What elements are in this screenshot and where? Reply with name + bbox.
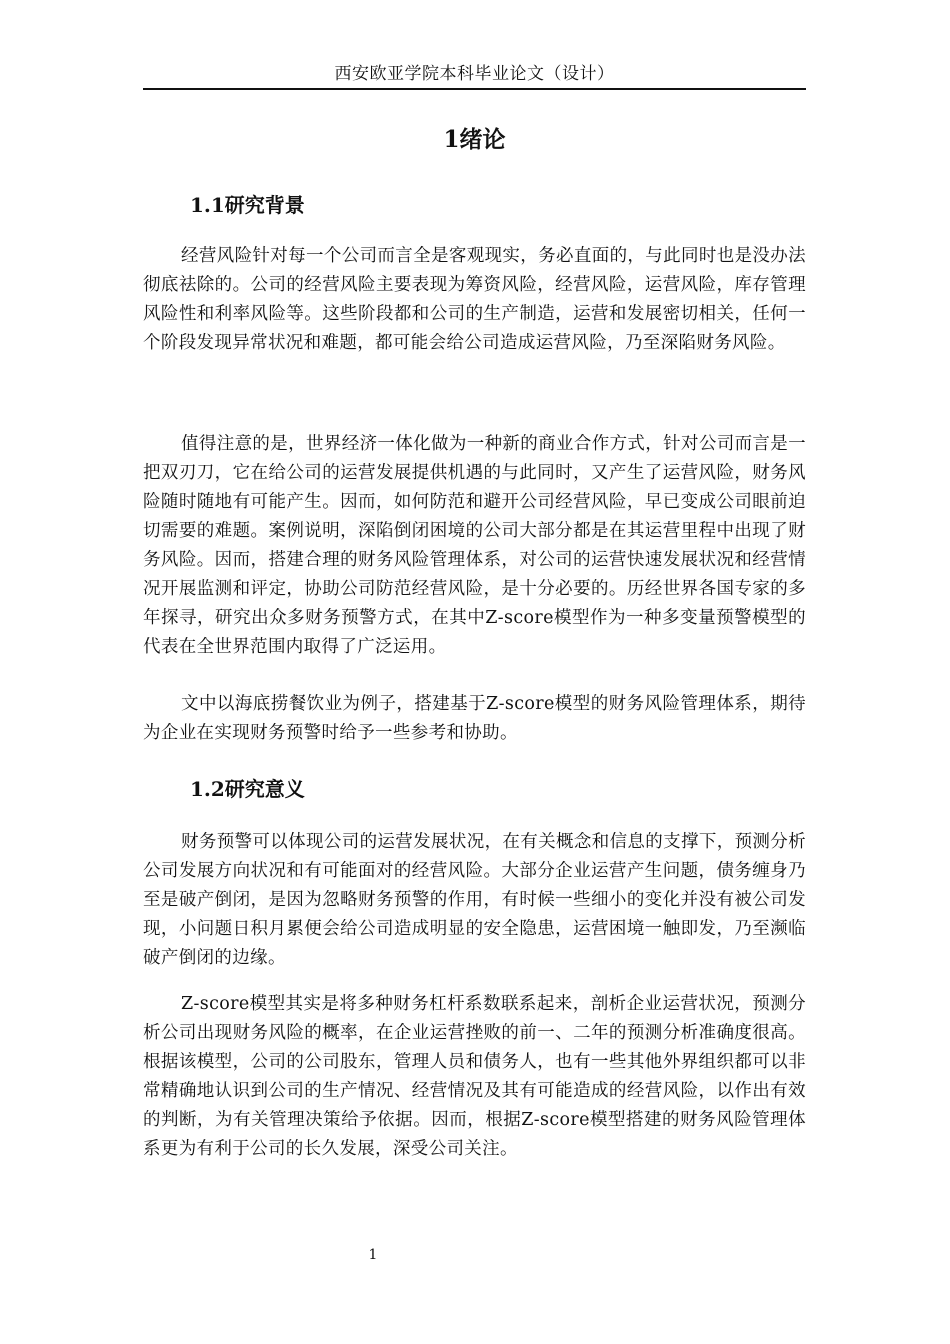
chapter-title: 1绪论 [443,126,506,153]
page-header: 西安欧亚学院本科毕业论文（设计） [334,64,615,84]
section-title-background: 1.1研究背景 [190,193,305,217]
paragraph-significance-2: Z-score模型其实是将多种财务杠杆系数联系起来，剖析企业运营状况，预测分析公司出现财务风险的概率，在企业运营挫败的前一、二年的预测分析准确度很高。根据该模型，公司的公司股东，管理人员和债务人，也有一些其他外界组织都可以非常精确地认识到公司的生产情况、经营情况及其有可能造成的经营风险，以作出有效的判断，为有关管理决策给予依据。因而，根据Z-score模型搭建的财务风险管理体系更为有利于公司的长久发展，深受公司关注。 [143,994,806,1159]
paragraph-significance-1: 财务预警可以体现公司的运营发展状况，在有关概念和信息的支撑下，预测分析公司发展方向状况和有可能面对的经营风险。大部分企业运营产生问题，债务缠身乃至是破产倒闭，是因为忽略财务预警的作用，有时候一些细小的变化并没有被公司发现，小问题日积月累便会给公司造成明显的安全隐患，运营困境一触即发，乃至濒临破产倒闭的边缘。 [143,832,806,968]
paragraph-background-2: 值得注意的是，世界经济一体化做为一种新的商业合作方式，针对公司而言是一把双刃刀，它在给公司的运营发展提供机遇的与此同时，又产生了运营风险，财务风险随时随地有可能产生。因而，如何防范和避开公司经营风险，早已变成公司眼前迫切需要的难题。案例说明，深陷倒闭困境的公司大部分都是在其运营里程中出现了财务风险。因而，搭建合理的财务风险管理体系，对公司的运营快速发展状况和经营情况开展监测和评定，协助公司防范经营风险，是十分必要的。历经世界各国专家的多年探寻，研究出众多财务预警方式，在其中Z-score模型作为一种多变量预警模型的代表在全世界范围内取得了广泛运用。 [143,434,806,657]
page-number: 1 [368,1247,378,1263]
section-title-significance: 1.2研究意义 [190,777,305,801]
paragraph-background-1: 经营风险针对每一个公司而言全是客观现实，务必直面的，与此同时也是没办法彻底祛除的。公司的经营风险主要表现为筹资风险，经营风险，运营风险，库存管理风险性和利率风险等。这些阶段都和公司的生产制造，运营和发展密切相关，任何一个阶段发现异常状况和难题，都可能会给公司造成运营风险，乃至深陷财务风险。 [143,246,806,353]
paragraph-background-3: 文中以海底捞餐饮业为例子，搭建基于Z-score模型的财务风险管理体系，期待为企业在实现财务预警时给予一些参考和协助。 [143,694,806,743]
header-divider [143,88,806,90]
